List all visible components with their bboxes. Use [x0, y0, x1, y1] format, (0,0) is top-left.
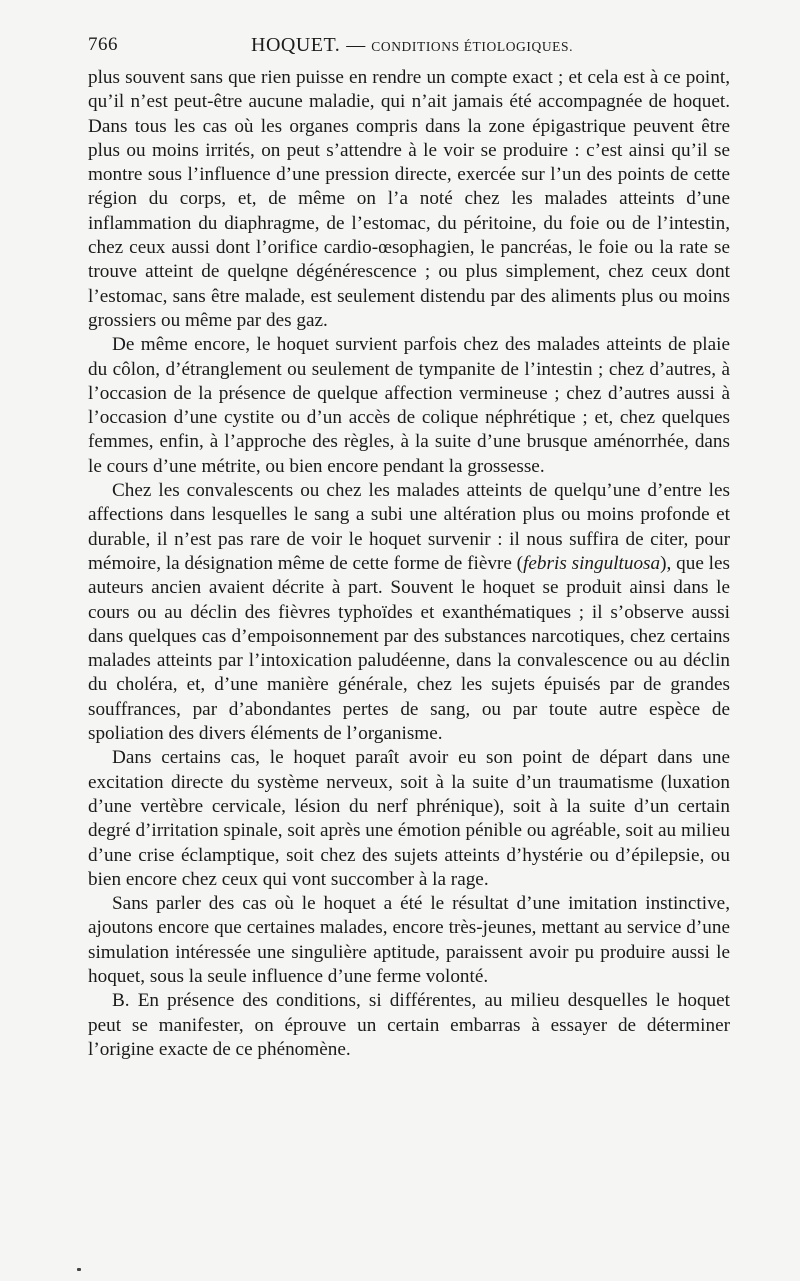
paragraph-6: B. En présence des conditions, si différentes, au milieu desquelles le hoquet peut se manifester, on éprouve un certain embarras à essayer de déterminer l’origine exacte de ce phénomène.: [88, 990, 730, 1060]
body-text: [88, 66, 730, 1062]
paragraph-1: plus souvent sans que rien puisse en rendre un compte exact ; et cela est à ce point, qu’il n’est peut-être aucune maladie, qui n’ait jamais été accompagnée de hoquet. Dans tous les cas où les organes compris dans la zone épigastrique peuvent être plus ou moins irrités, on peut s’attendre à le voir se produire : c’est ainsi qu’il se montre sous l’influence d’une pression directe, exercée sur l’un des points de cette région du corps, et, de même on l’a noté chez les malades atteints d’une inflammation du diaphragme, de l’estomac, du péritoine, du foie ou de l’intestin, chez ceux aussi dont l’orifice cardio-œsophagien, le pancréas, le foie ou la rate se trouve atteint de quelqne dégénérescence ; ou plus simplement, chez ceux dont l’estomac, sans être malade, est seulement distendu par des aliments plus ou moins grossiers ou même par des gaz.: [88, 67, 730, 331]
print-speck: [77, 1268, 81, 1271]
running-head: [251, 34, 573, 57]
paragraph-2: De même encore, le hoquet survient parfois chez des malades atteints de plaie du côlon, d’étranglement ou seulement de tympanite de l’intestin ; chez d’autres, à l’occasion de la présence de quelque affection vermineuse ; chez d’autres aussi à l’occasion d’une cystite ou d’un accès de colique néphrétique ; et, chez quelques femmes, enfin, à l’approche des règles, à la suite d’une brusque aménorrhée, dans le cours d’une métrite, ou bien encore pendant la grossesse.: [88, 334, 730, 477]
running-head-subtitle: CONDITIONS ÉTIOLOGIQUES.: [371, 39, 574, 54]
paragraph-3-text-start: Chez les convalescents ou chez les malades atteints de quelqu’une d’entre les affections dans lesquelles le sang a subi une altération plus ou moins profonde et durable, il n’est pas rare de voir le hoquet survenir : il nous suffira de citer, pour mémoire, la désignation même de cette forme de fièvre (: [88, 480, 730, 574]
paragraph-5: Sans parler des cas où le hoquet a été le résultat d’une imitation instinctive, ajoutons encore que certaines malades, encore très-jeunes, mettant au service d’une simulation intéressée une singulière aptitude, paraissent avoir pu produire aussi le hoquet, sous la seule influence d’une ferme volonté.: [88, 893, 730, 987]
paragraph-4: Dans certains cas, le hoquet paraît avoir eu son point de départ dans une excitation directe du système nerveux, soit à la suite d’un traumatisme (luxation d’une vertèbre cervicale, lésion du nerf phrénique), soit à la suite d’un certain degré d’irritation spinale, soit après une émotion pénible ou agréable, soit au milieu d’une crise éclamptique, soit chez des sujets atteints d’hystérie ou d’épilepsie, ou bien encore chez ceux qui vont succomber à la rage.: [88, 747, 730, 890]
latin-term: febris singultuosa: [523, 552, 661, 574]
running-head-title: HOQUET.: [251, 34, 341, 56]
page-number: 766: [88, 34, 118, 55]
paragraph-3-text-end: ), que les auteurs ancien avaient décrite à part. Souvent le hoquet se produit ainsi dans le cours ou au déclin des fièvres typhoïdes et exanthématiques ; il s’observe aussi dans quelques cas d’empoisonnement par des substances narcotiques, chez certains malades atteints par l’intoxication paludéenne, dans la convalescence ou au déclin du choléra, et, d’une manière générale, chez les sujets épuisés par de grandes souffrances, par d’abondantes pertes de sang, ou par toute autre espèce de spoliation des divers éléments de l’organisme.: [88, 552, 730, 745]
running-head-dash: —: [346, 35, 366, 56]
paragraph-3: [88, 479, 730, 746]
running-header: [88, 34, 728, 62]
